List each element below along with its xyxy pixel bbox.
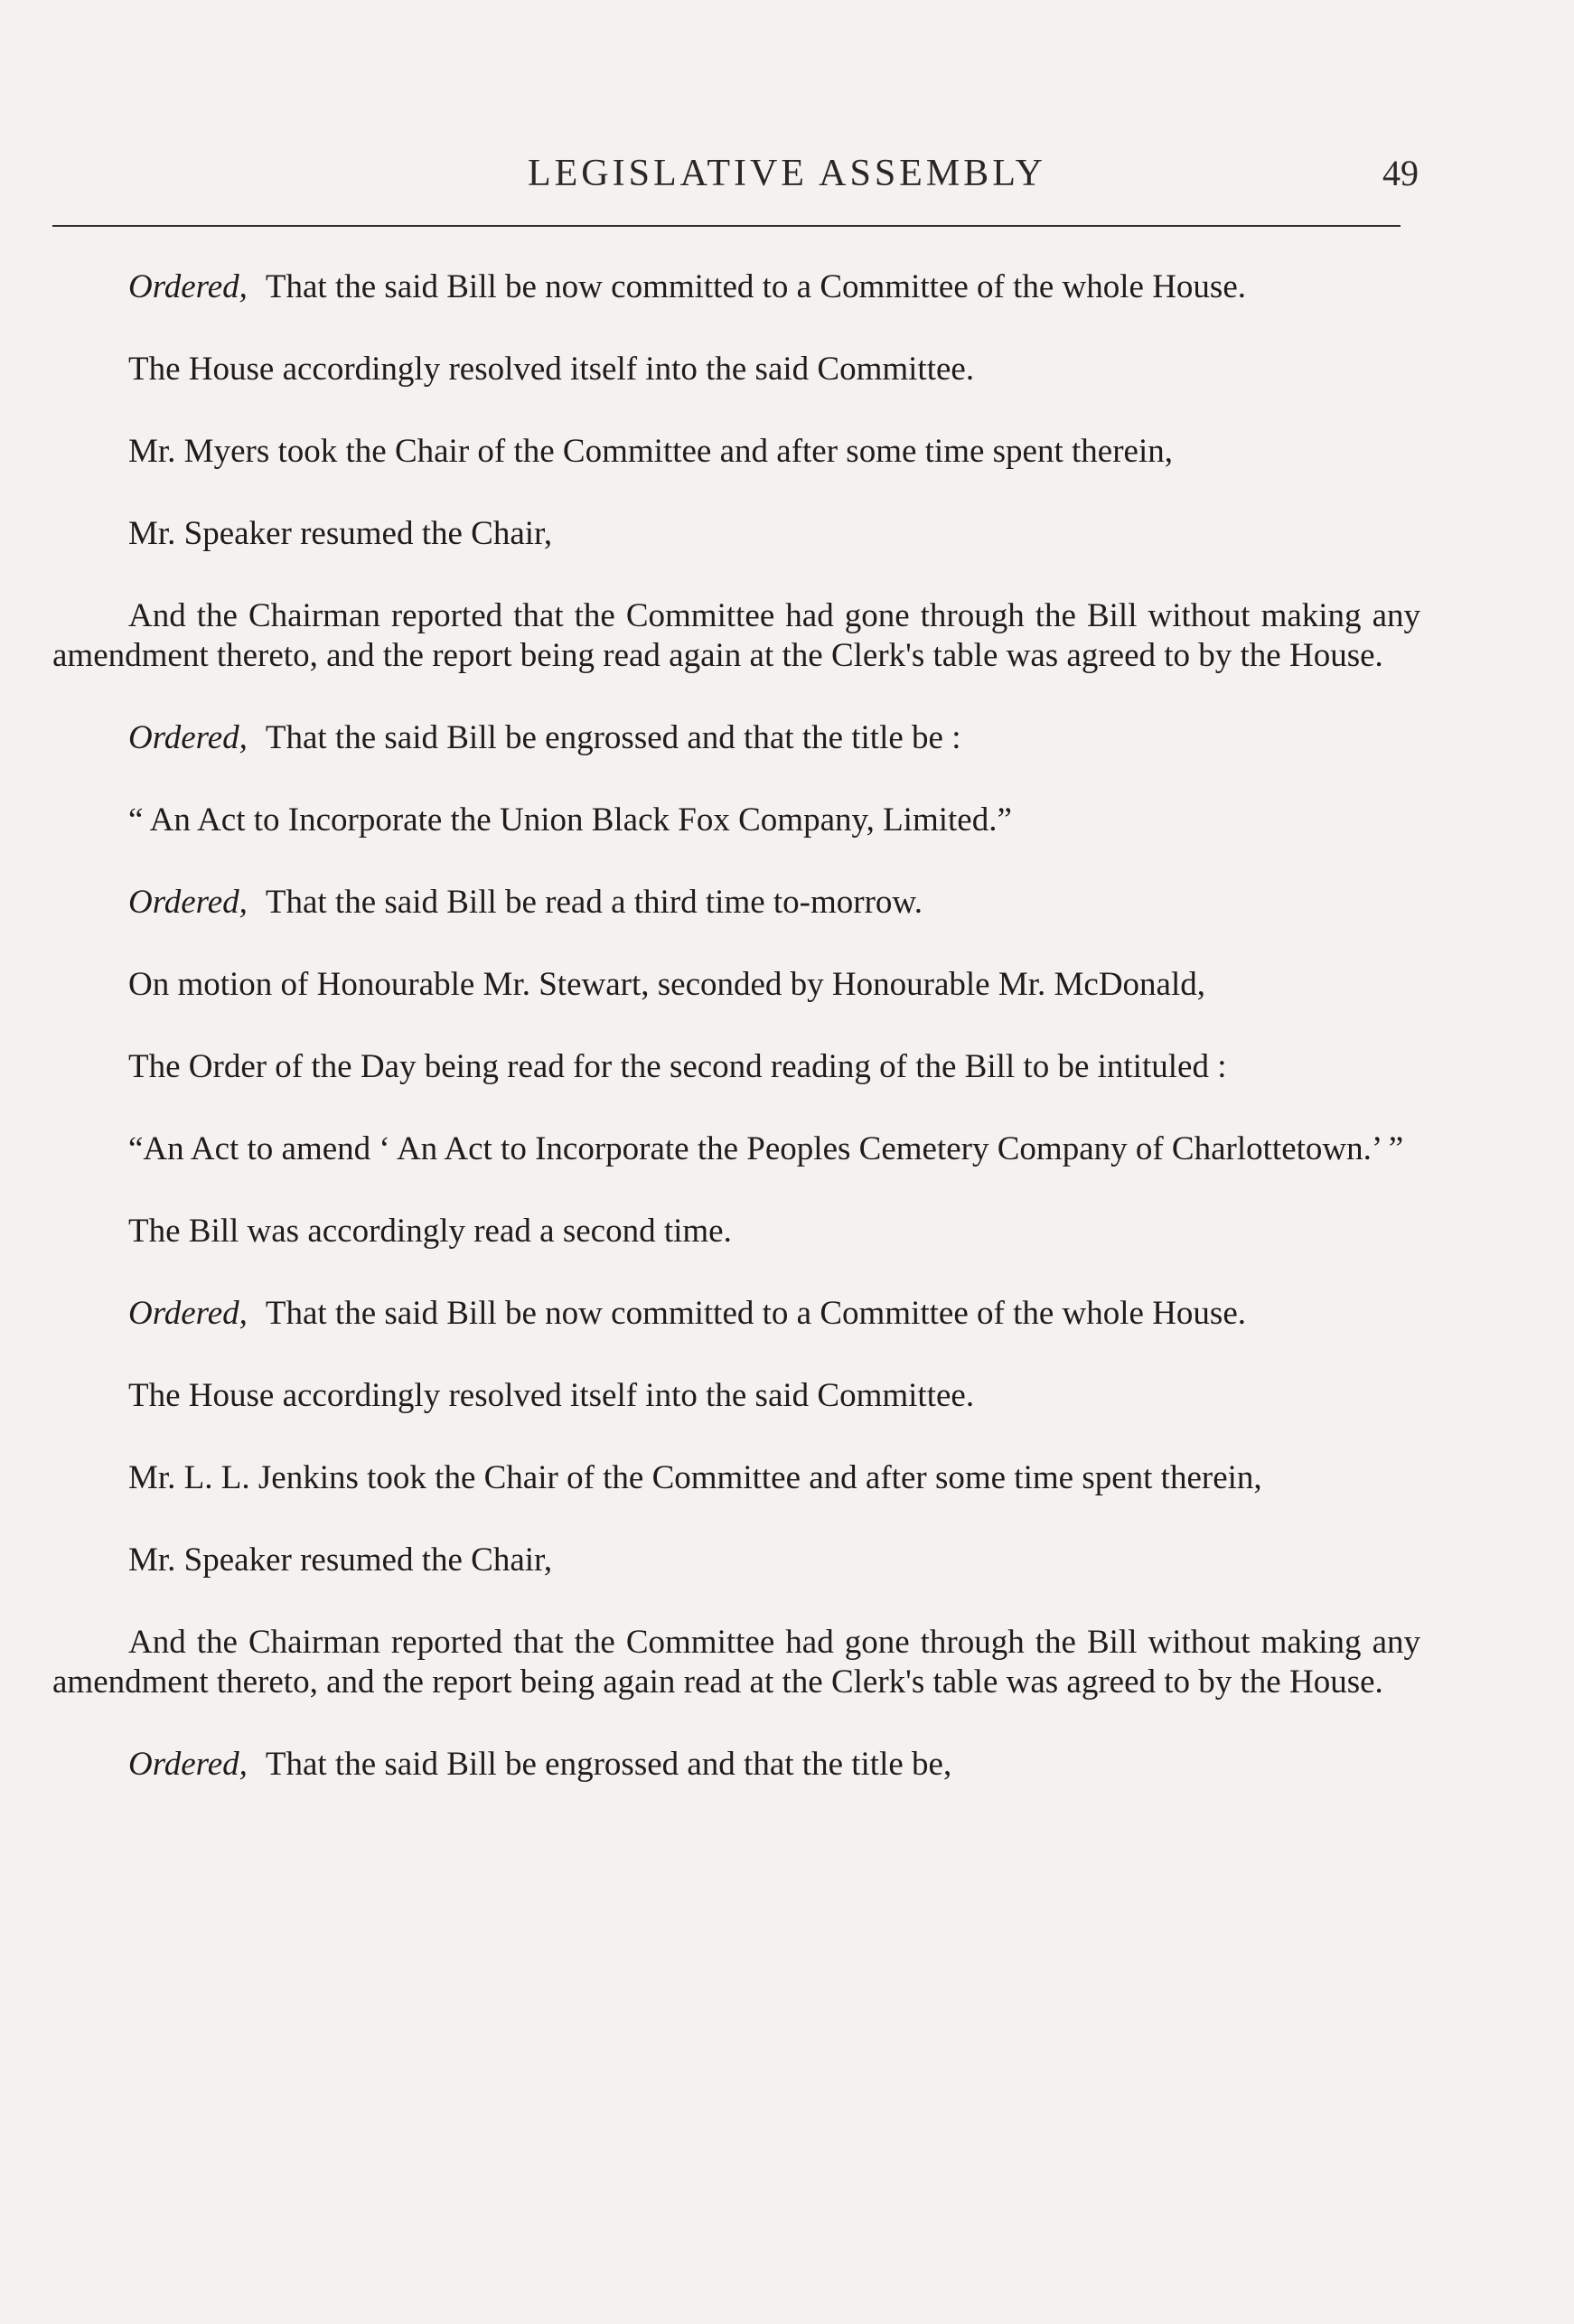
paragraph-lead: Ordered, (128, 1746, 248, 1783)
paragraph (52, 1623, 1420, 1702)
paragraph (52, 514, 1420, 554)
paragraph (52, 883, 1420, 923)
running-title: LEGISLATIVE ASSEMBLY (528, 153, 1046, 194)
paragraph (52, 432, 1420, 472)
paragraph (52, 1129, 1420, 1169)
paragraph (52, 1458, 1420, 1498)
paragraph-text: Mr. Myers took the Chair of the Committee and after some time spent therein, (128, 433, 1173, 470)
paragraph (52, 1376, 1420, 1416)
running-head (0, 152, 1574, 206)
paragraph (52, 1294, 1420, 1334)
paragraph-text: And the Chairman reported that the Committee had gone through the Bill without making any amendment thereto, and the report being again read at the Clerk's table was agreed to by the House. (52, 1624, 1420, 1701)
paragraph (52, 267, 1420, 307)
paragraph (52, 1541, 1420, 1580)
paragraph (52, 350, 1420, 389)
paragraph-text: The House accordingly resolved itself into the said Committee. (128, 351, 975, 388)
paragraph (52, 596, 1420, 676)
paragraph-text: Mr. Speaker resumed the Chair, (128, 1542, 553, 1579)
body-text (52, 267, 1420, 1827)
paragraph-text: That the said Bill be now committed to a Committee of the whole House. (265, 268, 1246, 305)
paragraph-text: The House accordingly resolved itself into the said Committee. (128, 1377, 975, 1414)
paragraph-text: “ An Act to Incorporate the Union Black Fox Company, Limited.” (128, 801, 1012, 839)
paragraph-text: Mr. Speaker resumed the Chair, (128, 515, 553, 552)
paragraph-text: And the Chairman reported that the Committee had gone through the Bill without making any amendment thereto, and the report being read again at the Clerk's table was agreed to by the House. (52, 597, 1420, 674)
paragraph-text: “An Act to amend ‘ An Act to Incorporate the Peoples Cemetery Company of Charlottetown.’ ” (128, 1130, 1404, 1167)
paragraph (52, 1212, 1420, 1251)
paragraph-text: Mr. L. L. Jenkins took the Chair of the Committee and after some time spent therein, (128, 1459, 1262, 1496)
paragraph-lead: Ordered, (128, 884, 248, 921)
paragraph (52, 1745, 1420, 1785)
page-number: 49 (1382, 153, 1419, 193)
paragraph-text: On motion of Honourable Mr. Stewart, seconded by Honourable Mr. McDonald, (128, 966, 1206, 1003)
paragraph-text: That the said Bill be engrossed and that the title be, (265, 1746, 952, 1783)
header-rule (52, 225, 1401, 227)
paragraph (52, 965, 1420, 1005)
paragraph (52, 801, 1420, 840)
paragraph-lead: Ordered, (128, 719, 248, 756)
paragraph-text: That the said Bill be engrossed and that the title be : (265, 719, 961, 756)
paragraph-text: The Bill was accordingly read a second time. (128, 1213, 732, 1250)
paragraph-lead: Ordered, (128, 1295, 248, 1332)
paragraph (52, 718, 1420, 758)
paragraph-text: That the said Bill be now committed to a Committee of the whole House. (265, 1295, 1246, 1332)
paragraph-text: That the said Bill be read a third time to-morrow. (265, 884, 923, 921)
paragraph-lead: Ordered, (128, 268, 248, 305)
paragraph-text: The Order of the Day being read for the second reading of the Bill to be intituled : (128, 1048, 1227, 1085)
paragraph (52, 1047, 1420, 1087)
